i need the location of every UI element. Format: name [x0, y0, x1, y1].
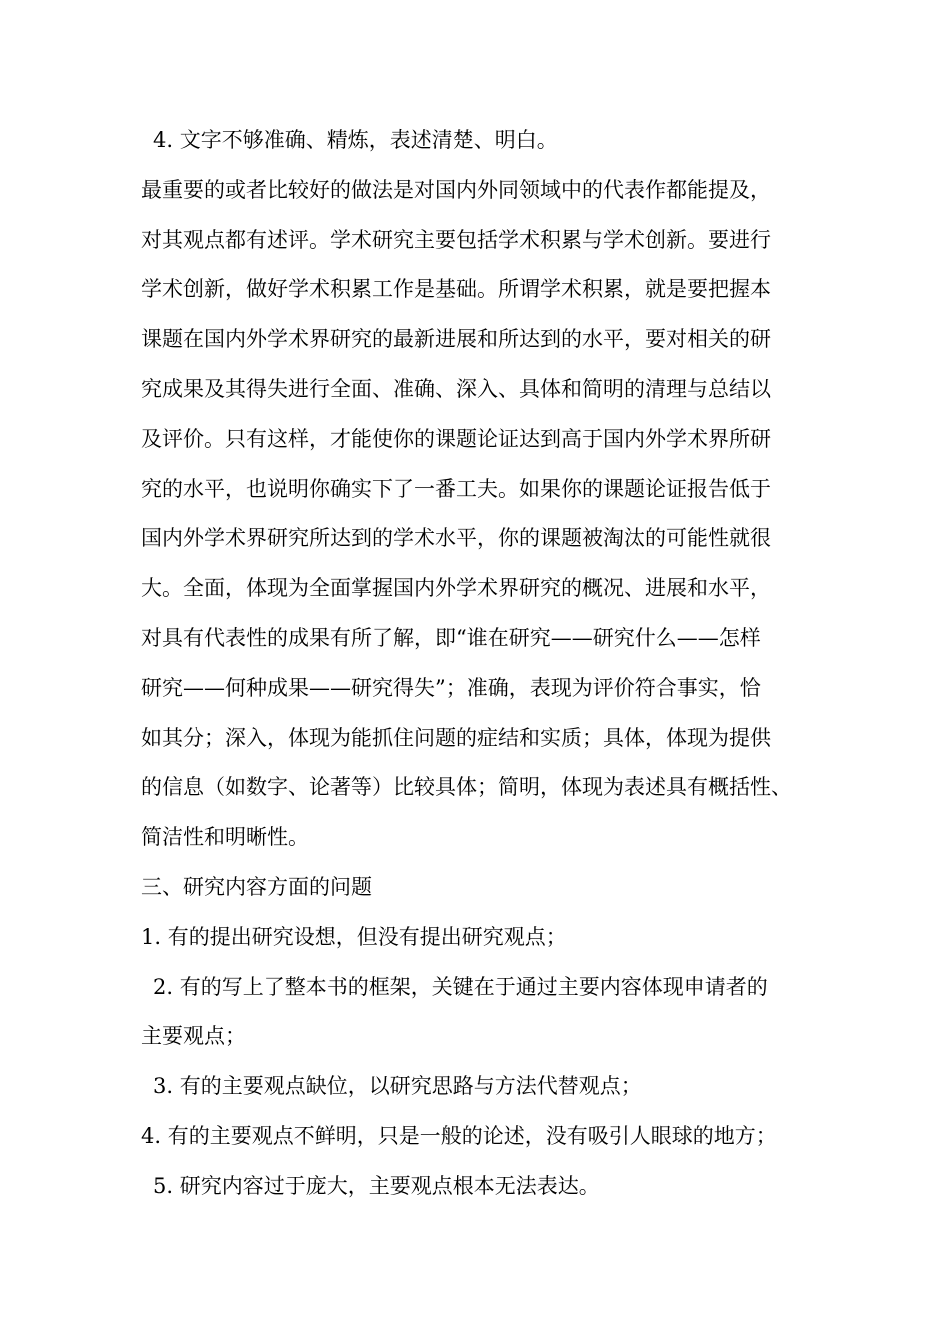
paragraph-line: 究的水平，也说明你确实下了一番工夫。如果你的课题论证报告低于 [141, 476, 771, 501]
list-item-2: 2. 有的写上了整本书的框架，关键在于通过主要内容体现申请者的 [153, 974, 768, 999]
list-item-1: 1. 有的提出研究设想，但没有提出研究观点； [141, 924, 567, 949]
paragraph-line: 学术创新，做好学术积累工作是基础。所谓学术积累，就是要把握本 [141, 277, 771, 302]
body-text [141, 120, 831, 1216]
paragraph-line: 究成果及其得失进行全面、准确、深入、具体和简明的清理与总结以 [141, 376, 771, 401]
section-heading: 三、研究内容方面的问题 [141, 874, 372, 899]
paragraph-line: 的信息（如数字、论著等）比较具体；简明，体现为表述具有概括性、 [141, 775, 792, 800]
paragraph-line: 及评价。只有这样，才能使你的课题论证达到高于国内外学术界所研 [141, 426, 771, 451]
paragraph-line: 对具有代表性的成果有所了解，即“谁在研究——研究什么——怎样 [141, 625, 761, 650]
list-item-5: 5. 研究内容过于庞大，主要观点根本无法表达。 [153, 1173, 600, 1198]
paragraph-line: 研究——何种成果——研究得失”；准确，表现为评价符合事实，恰 [141, 675, 761, 700]
paragraph-line: 最重要的或者比较好的做法是对国内外同领域中的代表作都能提及， [141, 177, 771, 202]
paragraph-line: 课题在国内外学术界研究的最新进展和所达到的水平，要对相关的研 [141, 327, 771, 352]
list-item-4: 4. 有的主要观点不鲜明，只是一般的论述，没有吸引人眼球的地方； [141, 1123, 777, 1148]
list-item-4-accuracy: 4. 文字不够准确、精炼，表述清楚、明白。 [153, 128, 558, 152]
list-item-3: 3. 有的主要观点缺位，以研究思路与方法代替观点； [153, 1074, 642, 1099]
list-item-2-continuation: 主要观点； [141, 1024, 246, 1049]
paragraph-line: 简洁性和明晰性。 [141, 825, 309, 850]
paragraph-line: 如其分；深入，体现为能抓住问题的症结和实质；具体，体现为提供 [141, 725, 771, 750]
paragraph-line: 大。全面，体现为全面掌握国内外学术界研究的概况、进展和水平， [141, 576, 771, 601]
paragraph-line: 国内外学术界研究所达到的学术水平，你的课题被淘汰的可能性就很 [141, 526, 771, 551]
paragraph-line: 对其观点都有述评。学术研究主要包括学术积累与学术创新。要进行 [141, 227, 771, 252]
